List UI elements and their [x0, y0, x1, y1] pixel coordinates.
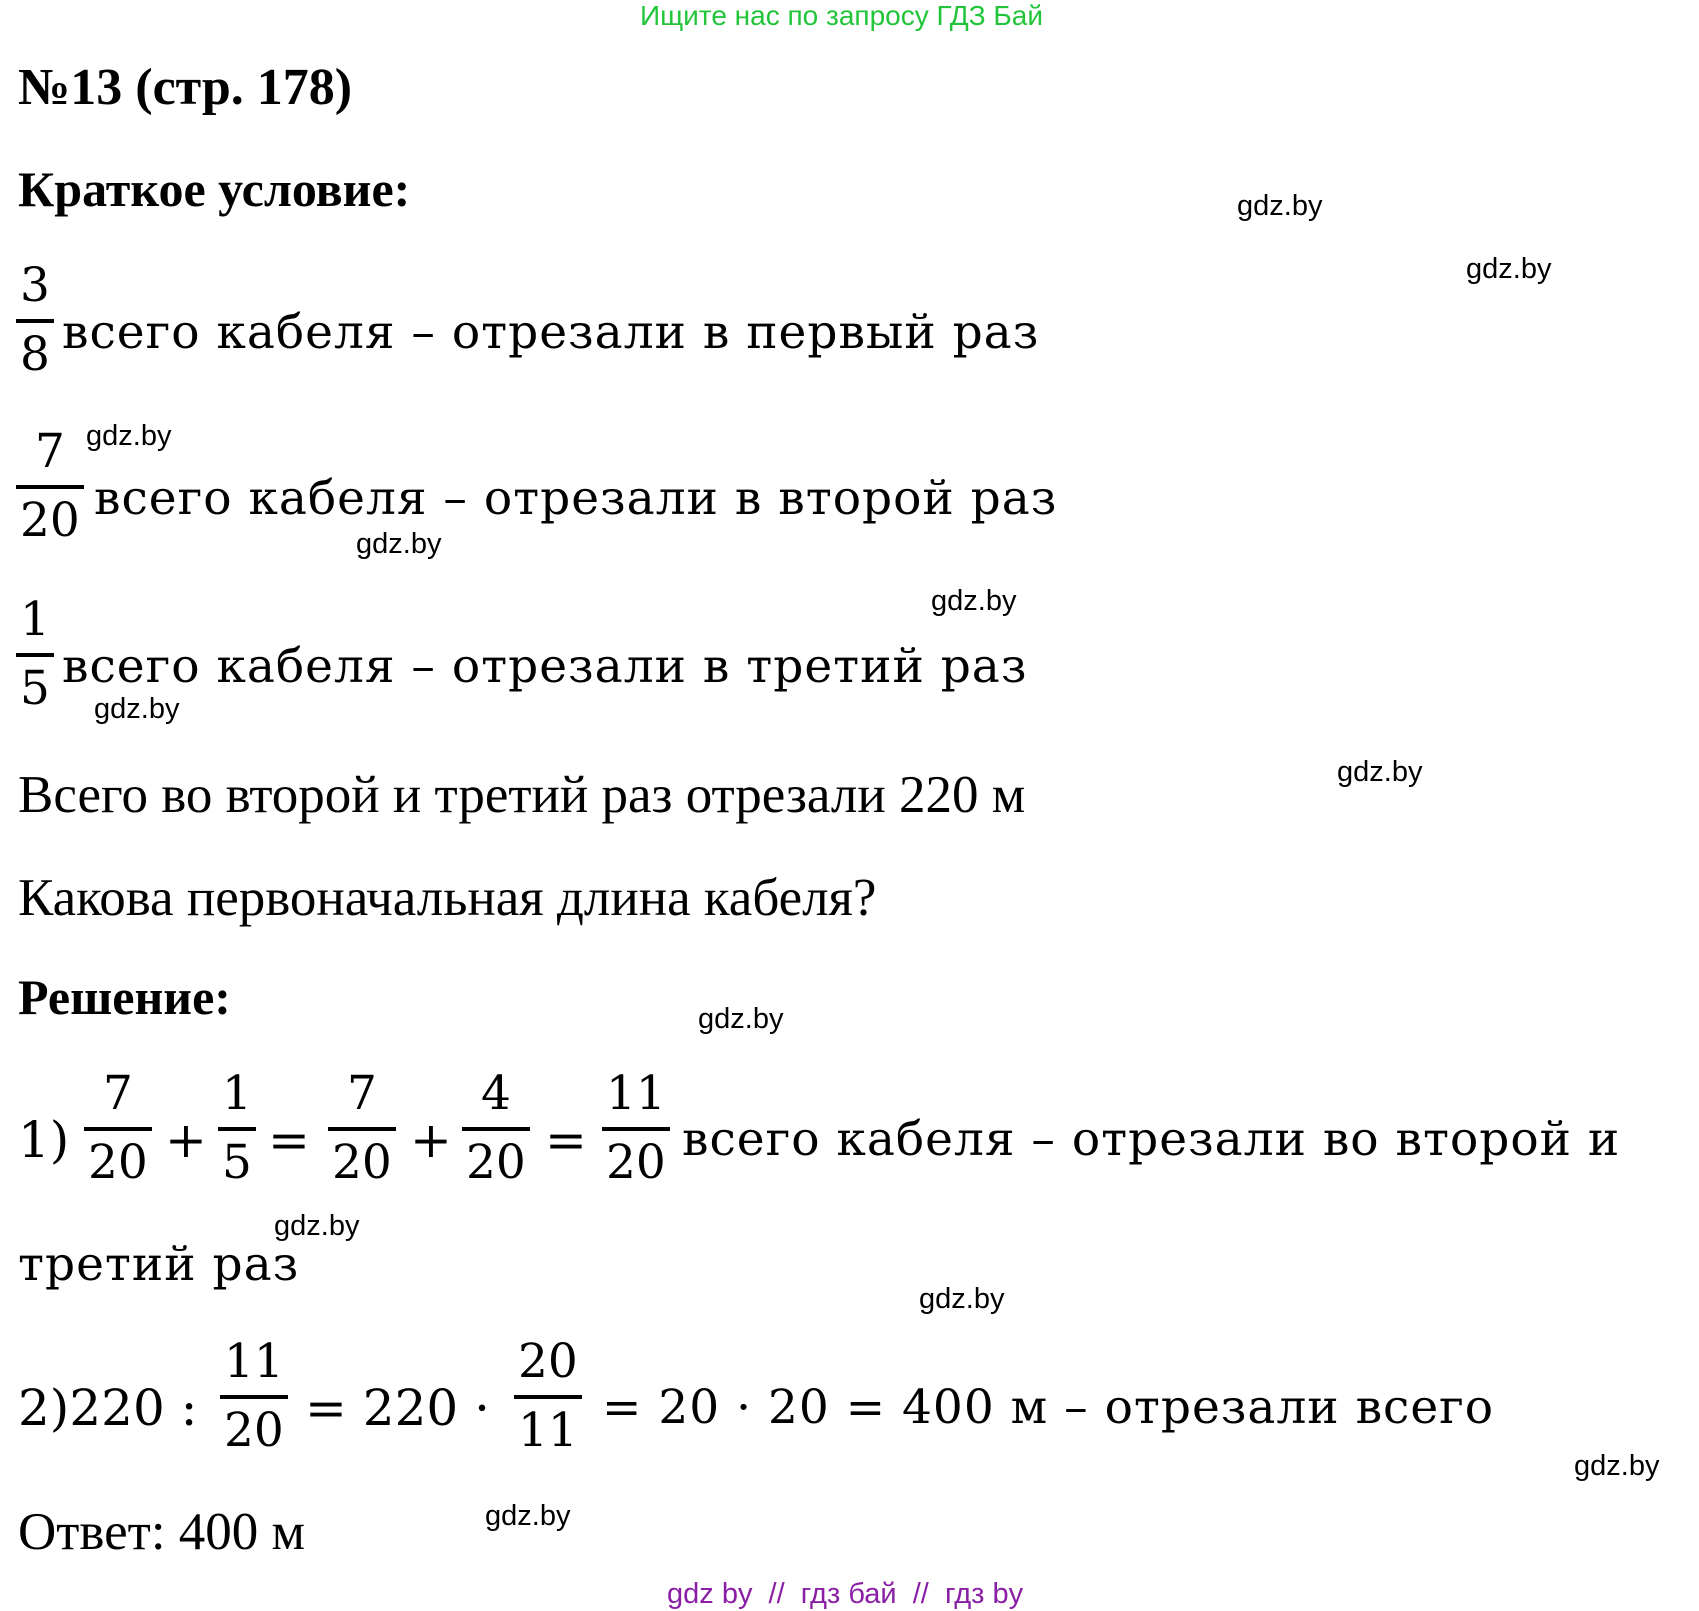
- fraction-numerator: 1: [222, 1066, 252, 1121]
- watermark: gdz.by: [1337, 756, 1423, 788]
- watermark: gdz.by: [698, 1003, 784, 1035]
- step1-label: 1): [18, 1111, 70, 1169]
- fraction-numerator: 20: [518, 1334, 578, 1389]
- fraction-denominator: 20: [466, 1135, 526, 1190]
- answer: Ответ: 400 м: [18, 1503, 306, 1561]
- fraction-denominator: 11: [518, 1403, 578, 1458]
- condition-text-3: всего кабеля – отрезали в третий раз: [62, 639, 1028, 694]
- step1-text-continued: третий раз: [18, 1237, 300, 1292]
- watermark: gdz.by: [86, 420, 172, 452]
- step2-fraction-2: [514, 1334, 582, 1458]
- condition-text-1: всего кабеля – отрезали в первый раз: [62, 305, 1040, 360]
- plus-sign: +: [165, 1111, 207, 1169]
- watermark: gdz.by: [94, 693, 180, 725]
- watermark: gdz.by: [356, 528, 442, 560]
- condition-fraction-3: [16, 592, 54, 716]
- question: Какова первоначальная длина кабеля?: [18, 869, 877, 927]
- step2-fraction-1: [220, 1334, 288, 1458]
- step1-fraction-5: [602, 1066, 670, 1190]
- watermark: gdz.by: [919, 1283, 1005, 1315]
- fraction-numerator: 7: [346, 1066, 377, 1121]
- fraction-denominator: 20: [20, 493, 80, 548]
- site-footer: gdz by // гдз бай // гдз by: [667, 1578, 1024, 1610]
- watermark: gdz.by: [1574, 1450, 1660, 1482]
- fraction-numerator: 11: [606, 1066, 666, 1121]
- fraction-denominator: 20: [88, 1135, 148, 1190]
- step1-text: всего кабеля – отрезали во второй и: [682, 1112, 1621, 1167]
- condition-fraction-1: [16, 258, 54, 382]
- condition-total: Всего во второй и третий раз отрезали 220 м: [18, 766, 1026, 824]
- condition-text-2: всего кабеля – отрезали в второй раз: [94, 471, 1058, 526]
- equals-sign: =: [268, 1111, 310, 1169]
- watermark: gdz.by: [1466, 253, 1552, 285]
- plus-sign: +: [410, 1111, 452, 1169]
- equals-sign: =: [545, 1111, 587, 1169]
- condition-fraction-2: [16, 424, 84, 548]
- step2-label: 2)220 :: [18, 1379, 198, 1437]
- step2-middle: = 220 ·: [305, 1379, 491, 1437]
- step1-fraction-2: [218, 1066, 256, 1190]
- fraction-denominator: 5: [20, 661, 50, 716]
- fraction-numerator: 1: [20, 592, 50, 647]
- fraction-denominator: 20: [332, 1135, 392, 1190]
- step1-fraction-3: [328, 1066, 396, 1190]
- watermark: gdz.by: [1237, 190, 1323, 222]
- fraction-numerator: 3: [20, 258, 50, 313]
- exercise-title: №13 (стр. 178): [18, 59, 353, 116]
- fraction-denominator: 20: [224, 1403, 284, 1458]
- watermark: gdz.by: [931, 585, 1017, 617]
- step1-fraction-4: [462, 1066, 530, 1190]
- fraction-numerator: 11: [224, 1334, 284, 1389]
- fraction-numerator: 4: [480, 1066, 511, 1121]
- fraction-denominator: 20: [606, 1135, 666, 1190]
- watermark: gdz.by: [274, 1210, 360, 1242]
- fraction-denominator: 8: [20, 327, 50, 382]
- watermark: gdz.by: [485, 1500, 571, 1532]
- site-banner: Ищите нас по запросу ГДЗ Бай: [640, 0, 1044, 31]
- condition-heading: Краткое условие:: [18, 161, 411, 217]
- fraction-denominator: 5: [222, 1135, 252, 1190]
- fraction-numerator: 7: [34, 424, 65, 479]
- step1-fraction-1: [84, 1066, 152, 1190]
- solution-heading: Решение:: [18, 969, 231, 1025]
- fraction-numerator: 7: [102, 1066, 133, 1121]
- step2-text: = 20 · 20 = 400 м – отрезали всего: [602, 1380, 1495, 1435]
